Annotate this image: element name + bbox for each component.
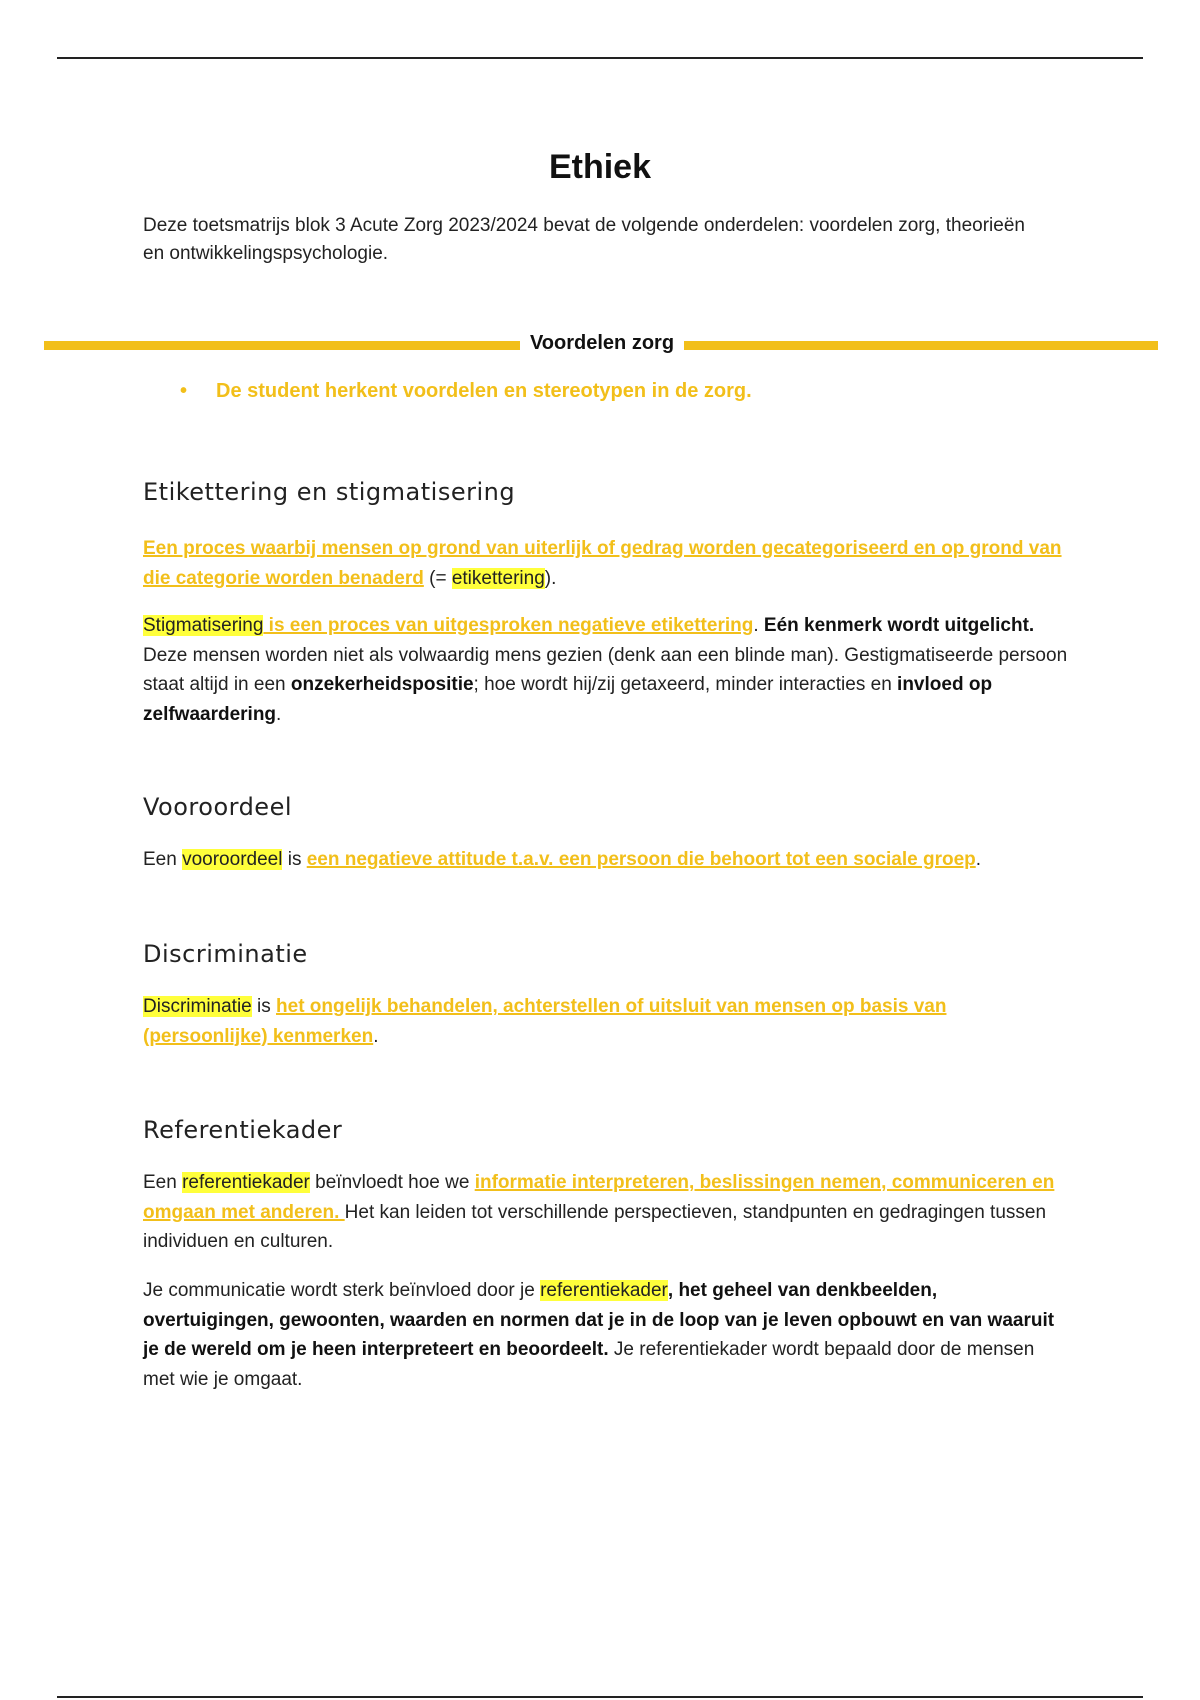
bold-text: , het geheel van denkbeelden, overtuigingen, gewoonten, waarden en normen dat je in de loop van je leven opbouwt en van waaruit je de wereld om je heen interpreteert en beoordeelt.	[143, 1280, 1055, 1360]
term-stigmatisering: Stigmatisering	[143, 615, 264, 636]
section-bar-right	[684, 341, 1158, 350]
section-bar-left	[44, 341, 520, 350]
paragraph-referentiekader-2	[143, 1276, 1068, 1394]
text: Het kan leiden tot verschillende perspectieven, standpunten en gedragingen tussen individuen en culturen.	[143, 1201, 1047, 1252]
term-referentiekader: referentiekader	[540, 1280, 668, 1301]
learning-goal	[180, 380, 1080, 403]
text: Je communicatie wordt sterk beïnvloed door je	[143, 1280, 541, 1301]
term-discriminatie: Discriminatie	[143, 996, 252, 1017]
paragraph-discriminatie	[143, 992, 1068, 1051]
bold-text: invloed op zelfwaardering	[143, 674, 993, 725]
paragraph-stigmatisering	[143, 611, 1068, 729]
definition-referentiekader: informatie interpreteren, beslissingen nemen, communiceren en omgaan met anderen.	[143, 1172, 1055, 1223]
paragraph-referentiekader-1	[143, 1168, 1068, 1257]
text: .	[753, 615, 764, 636]
text: Deze mensen worden niet als volwaardig mens gezien (denk aan een blinde man). Gestigmatiseerde persoon staat altijd in een	[143, 644, 1068, 695]
top-rule	[57, 57, 1143, 59]
section-header	[44, 331, 1158, 361]
heading-discriminatie: Discriminatie	[143, 940, 308, 968]
bold-text: onzekerheidspositie	[290, 674, 474, 695]
bold-text: Eén kenmerk wordt uitgelicht.	[763, 615, 1035, 636]
page-title: Ethiek	[548, 148, 652, 186]
term-etikettering: etikettering	[451, 567, 545, 589]
text: Een	[143, 1172, 183, 1193]
text: ).	[544, 567, 557, 589]
text: .	[373, 1025, 379, 1047]
text: .	[975, 849, 982, 870]
definition-stigmatisering: is een proces van uitgesproken negatieve etikettering	[263, 615, 754, 636]
term-referentiekader: referentiekader	[182, 1172, 310, 1193]
text: .	[276, 703, 282, 725]
bottom-rule	[57, 1696, 1143, 1698]
bullet-icon: •	[180, 380, 188, 402]
text: Je referentiekader wordt bepaald door de mensen met wie je omgaat.	[143, 1339, 1035, 1390]
definition-vooroordeel: een negatieve attitude t.a.v. een persoon die behoort tot een sociale groep	[306, 849, 976, 870]
term-vooroordeel: vooroordeel	[182, 849, 283, 870]
text: (=	[423, 567, 452, 589]
paragraph-etikettering	[143, 534, 1068, 593]
intro-paragraph: Deze toetsmatrijs blok 3 Acute Zorg 2023/2024 bevat de volgende onderdelen: voordelen zorg, theorieën en ontwikkelingspsychologie.	[143, 215, 1025, 264]
text: is	[251, 996, 277, 1017]
learning-goal-text: De student herkent voordelen en stereotypen in de zorg.	[216, 380, 752, 402]
text: beïnvloedt hoe we	[309, 1172, 475, 1193]
paragraph-vooroordeel	[143, 845, 1068, 875]
text: Een	[143, 849, 183, 870]
heading-referentiekader: Referentiekader	[143, 1116, 343, 1144]
section-title: Voordelen zorg	[524, 332, 680, 355]
text: ; hoe wordt hij/zij getaxeerd, minder interacties en	[473, 674, 898, 695]
heading-etikettering: Etikettering en stigmatisering	[143, 478, 516, 506]
definition-discriminatie: het ongelijk behandelen, achterstellen of uitsluit van mensen op basis van (persoonlijke) kenmerken	[143, 996, 947, 1047]
heading-vooroordeel: Vooroordeel	[143, 793, 293, 821]
text: is	[282, 849, 307, 870]
definition-etikettering: Een proces waarbij mensen op grond van uiterlijk of gedrag worden gecategoriseerd en op grond van die categorie worden benaderd	[143, 538, 1062, 589]
